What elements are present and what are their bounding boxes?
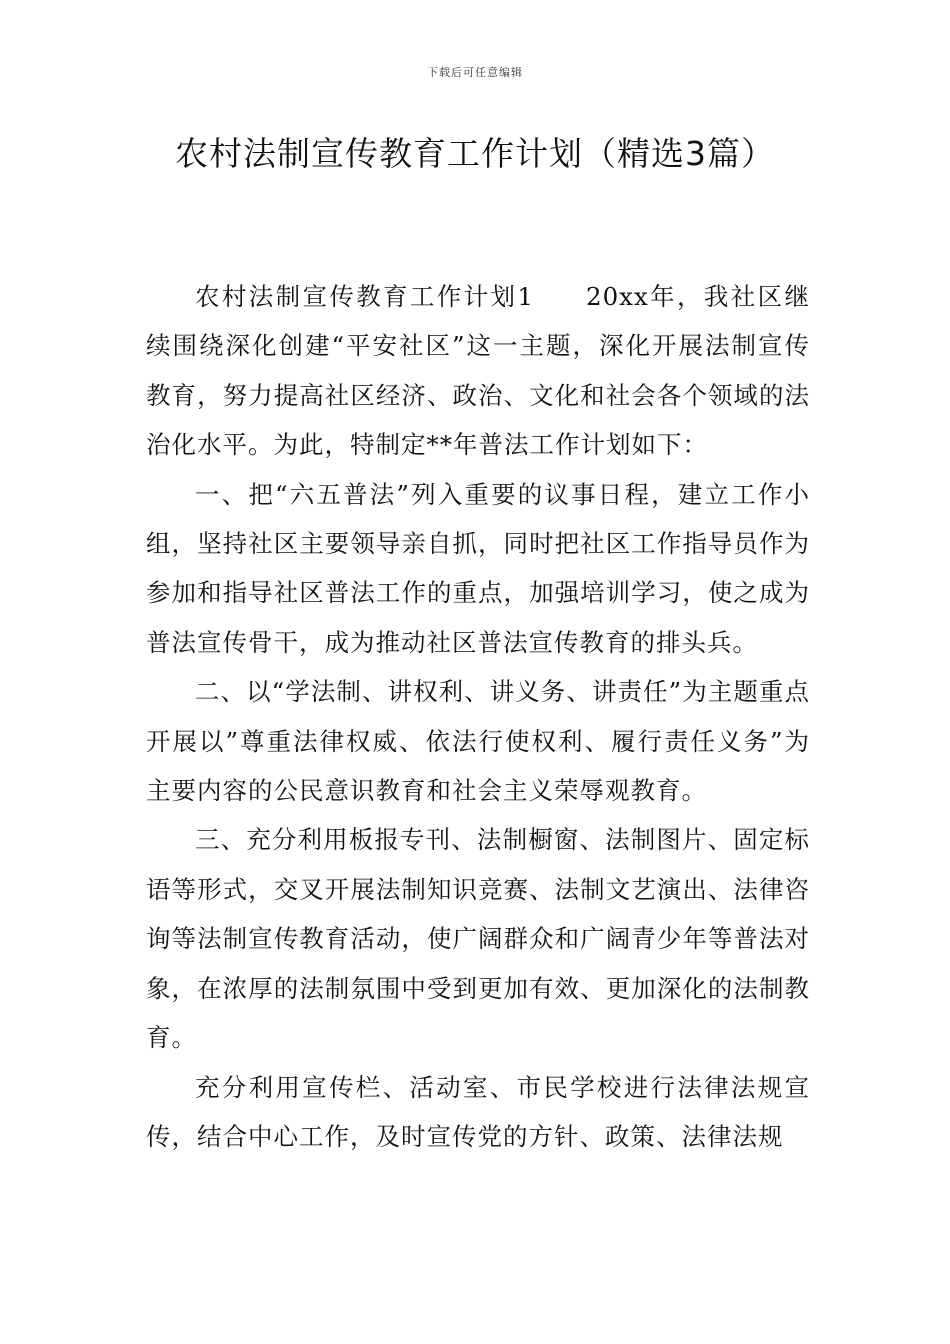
paragraph-4: 三、充分利用板报专刊、法制橱窗、法制图片、固定标语等形式，交叉开展法制知识竞赛、法制文艺演出、法律咨询等法制宣传教育活动，使广阔群众和广阔青少年等普法对象，在浓厚的法制氛围中受到更加有效、更加深化的法制教育。: [146, 825, 810, 1053]
paragraph-5: 充分利用宣传栏、活动室、市民学校进行法律法规宣传，结合中心工作，及时宣传党的方针、政策、法律法规: [146, 1072, 810, 1151]
header-note: 下载后可任意编辑: [427, 66, 523, 79]
plan-heading-1: 农村法制宣传教育工作计划1: [195, 282, 534, 311]
document-title: 农村法制宣传教育工作计划（精选3篇）: [175, 134, 775, 173]
paragraph-2: 一、把“六五普法”列入重要的议事日程，建立工作小组，坚持社区主要领导亲自抓，同时把社区工作指导员作为参加和指导社区普法工作的重点，加强培训学习，使之成为普法宣传骨干，成为推动社区普法宣传教育的排头兵。: [146, 479, 810, 657]
document-body: [146, 272, 810, 1161]
paragraph-1-text: 20xx年，我社区继续围绕深化创建“平安社区”这一主题，深化开展法制宣传教育，努力提高社区经济、政治、文化和社会各个领域的法治化水平。为此，特制定**年普法工作计划如下：: [146, 282, 810, 460]
paragraph-1: [146, 272, 810, 470]
paragraph-3: 二、以“学法制、讲权利、讲义务、讲责任”为主题重点开展以”尊重法律权威、依法行使权利、履行责任义务”为主要内容的公民意识教育和社会主义荣辱观教育。: [146, 677, 810, 806]
